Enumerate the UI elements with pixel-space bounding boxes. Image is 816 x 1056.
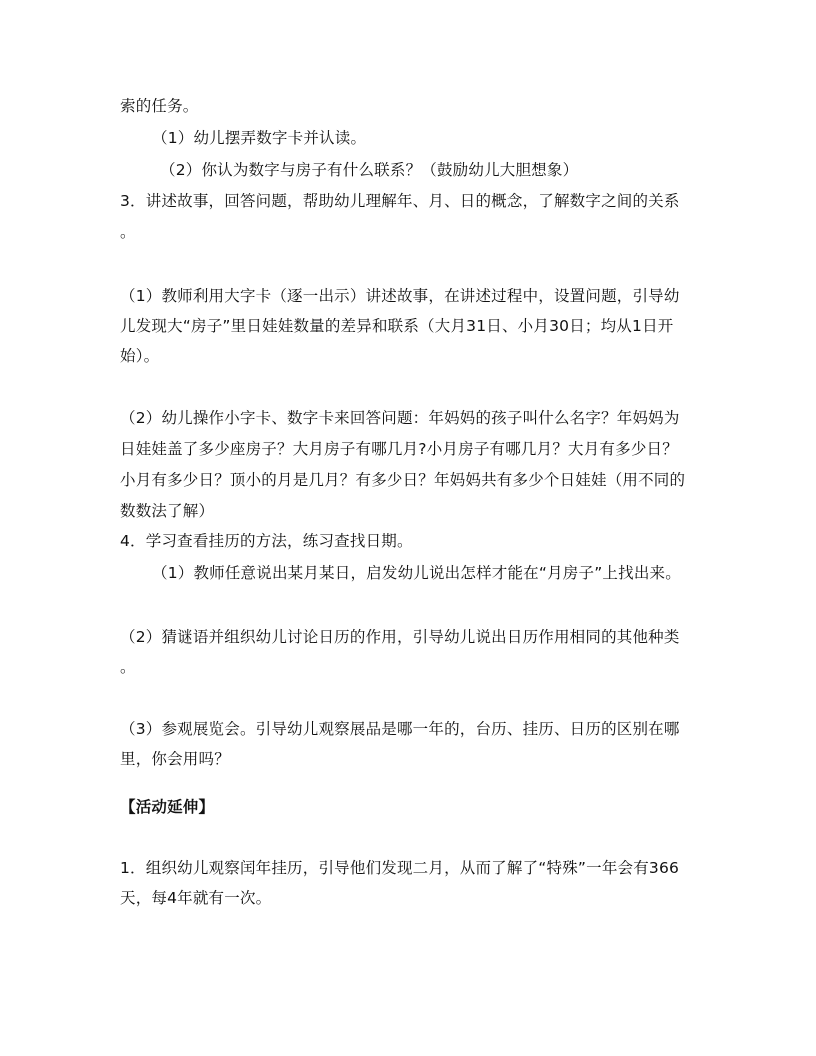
text-line: （2）幼儿操作小字卡、数字卡来回答问题：年妈妈的孩子叫什么名字？年妈妈为 [120, 409, 680, 427]
section-heading: 【活动延伸】 [120, 798, 215, 816]
text-line: 小月有多少日？顶小的月是几月？有多少日？年妈妈共有多少个日娃娃（用不同的 [120, 471, 686, 489]
text-line: 3．讲述故事，回答问题，帮助幼儿理解年、月、日的概念，了解数字之间的关系 [120, 192, 680, 210]
text-line: 天，每4年就有一次。 [120, 889, 272, 907]
text-line: （2）猜谜语并组织幼儿讨论日历的作用，引导幼儿说出日历作用相同的其他种类 [120, 628, 680, 646]
text-line: 始）。 [120, 347, 160, 365]
text-line: （1）幼儿摆弄数字卡并认读。 [152, 129, 367, 147]
text-line: 。 [120, 223, 136, 241]
text-line: （1）教师利用大字卡（逐一出示）讲述故事，在讲述过程中，设置问题，引导幼 [120, 287, 680, 305]
text-line: 日娃娃盖了多少座房子？大月房子有哪几月?小月房子有哪几月？大月有多少日？ [120, 440, 678, 458]
text-line: （1）教师任意说出某月某日，启发幼儿说出怎样才能在“月房子”上找出来。 [152, 564, 681, 582]
text-line: （3）参观展览会。引导幼儿观察展品是哪一年的，台历、挂历、日历的区别在哪 [120, 720, 680, 738]
text-line: 4．学习查看挂历的方法，练习查找日期。 [120, 532, 413, 550]
text-line: （2）你认为数字与房子有什么联系？（鼓励幼儿大胆想象） [160, 161, 579, 179]
text-line: 数数法了解） [120, 502, 215, 520]
text-line: 1．组织幼儿观察闰年挂历，引导他们发现二月，从而了解了“特殊”一年会有366 [120, 859, 680, 877]
text-line: 儿发现大“房子”里日娃娃数量的差异和联系（大月31日、小月30日；均从1日开 [120, 317, 674, 335]
text-line: 里，你会用吗？ [120, 750, 230, 768]
text-line: 索的任务。 [120, 97, 199, 115]
text-line: 。 [120, 658, 136, 676]
